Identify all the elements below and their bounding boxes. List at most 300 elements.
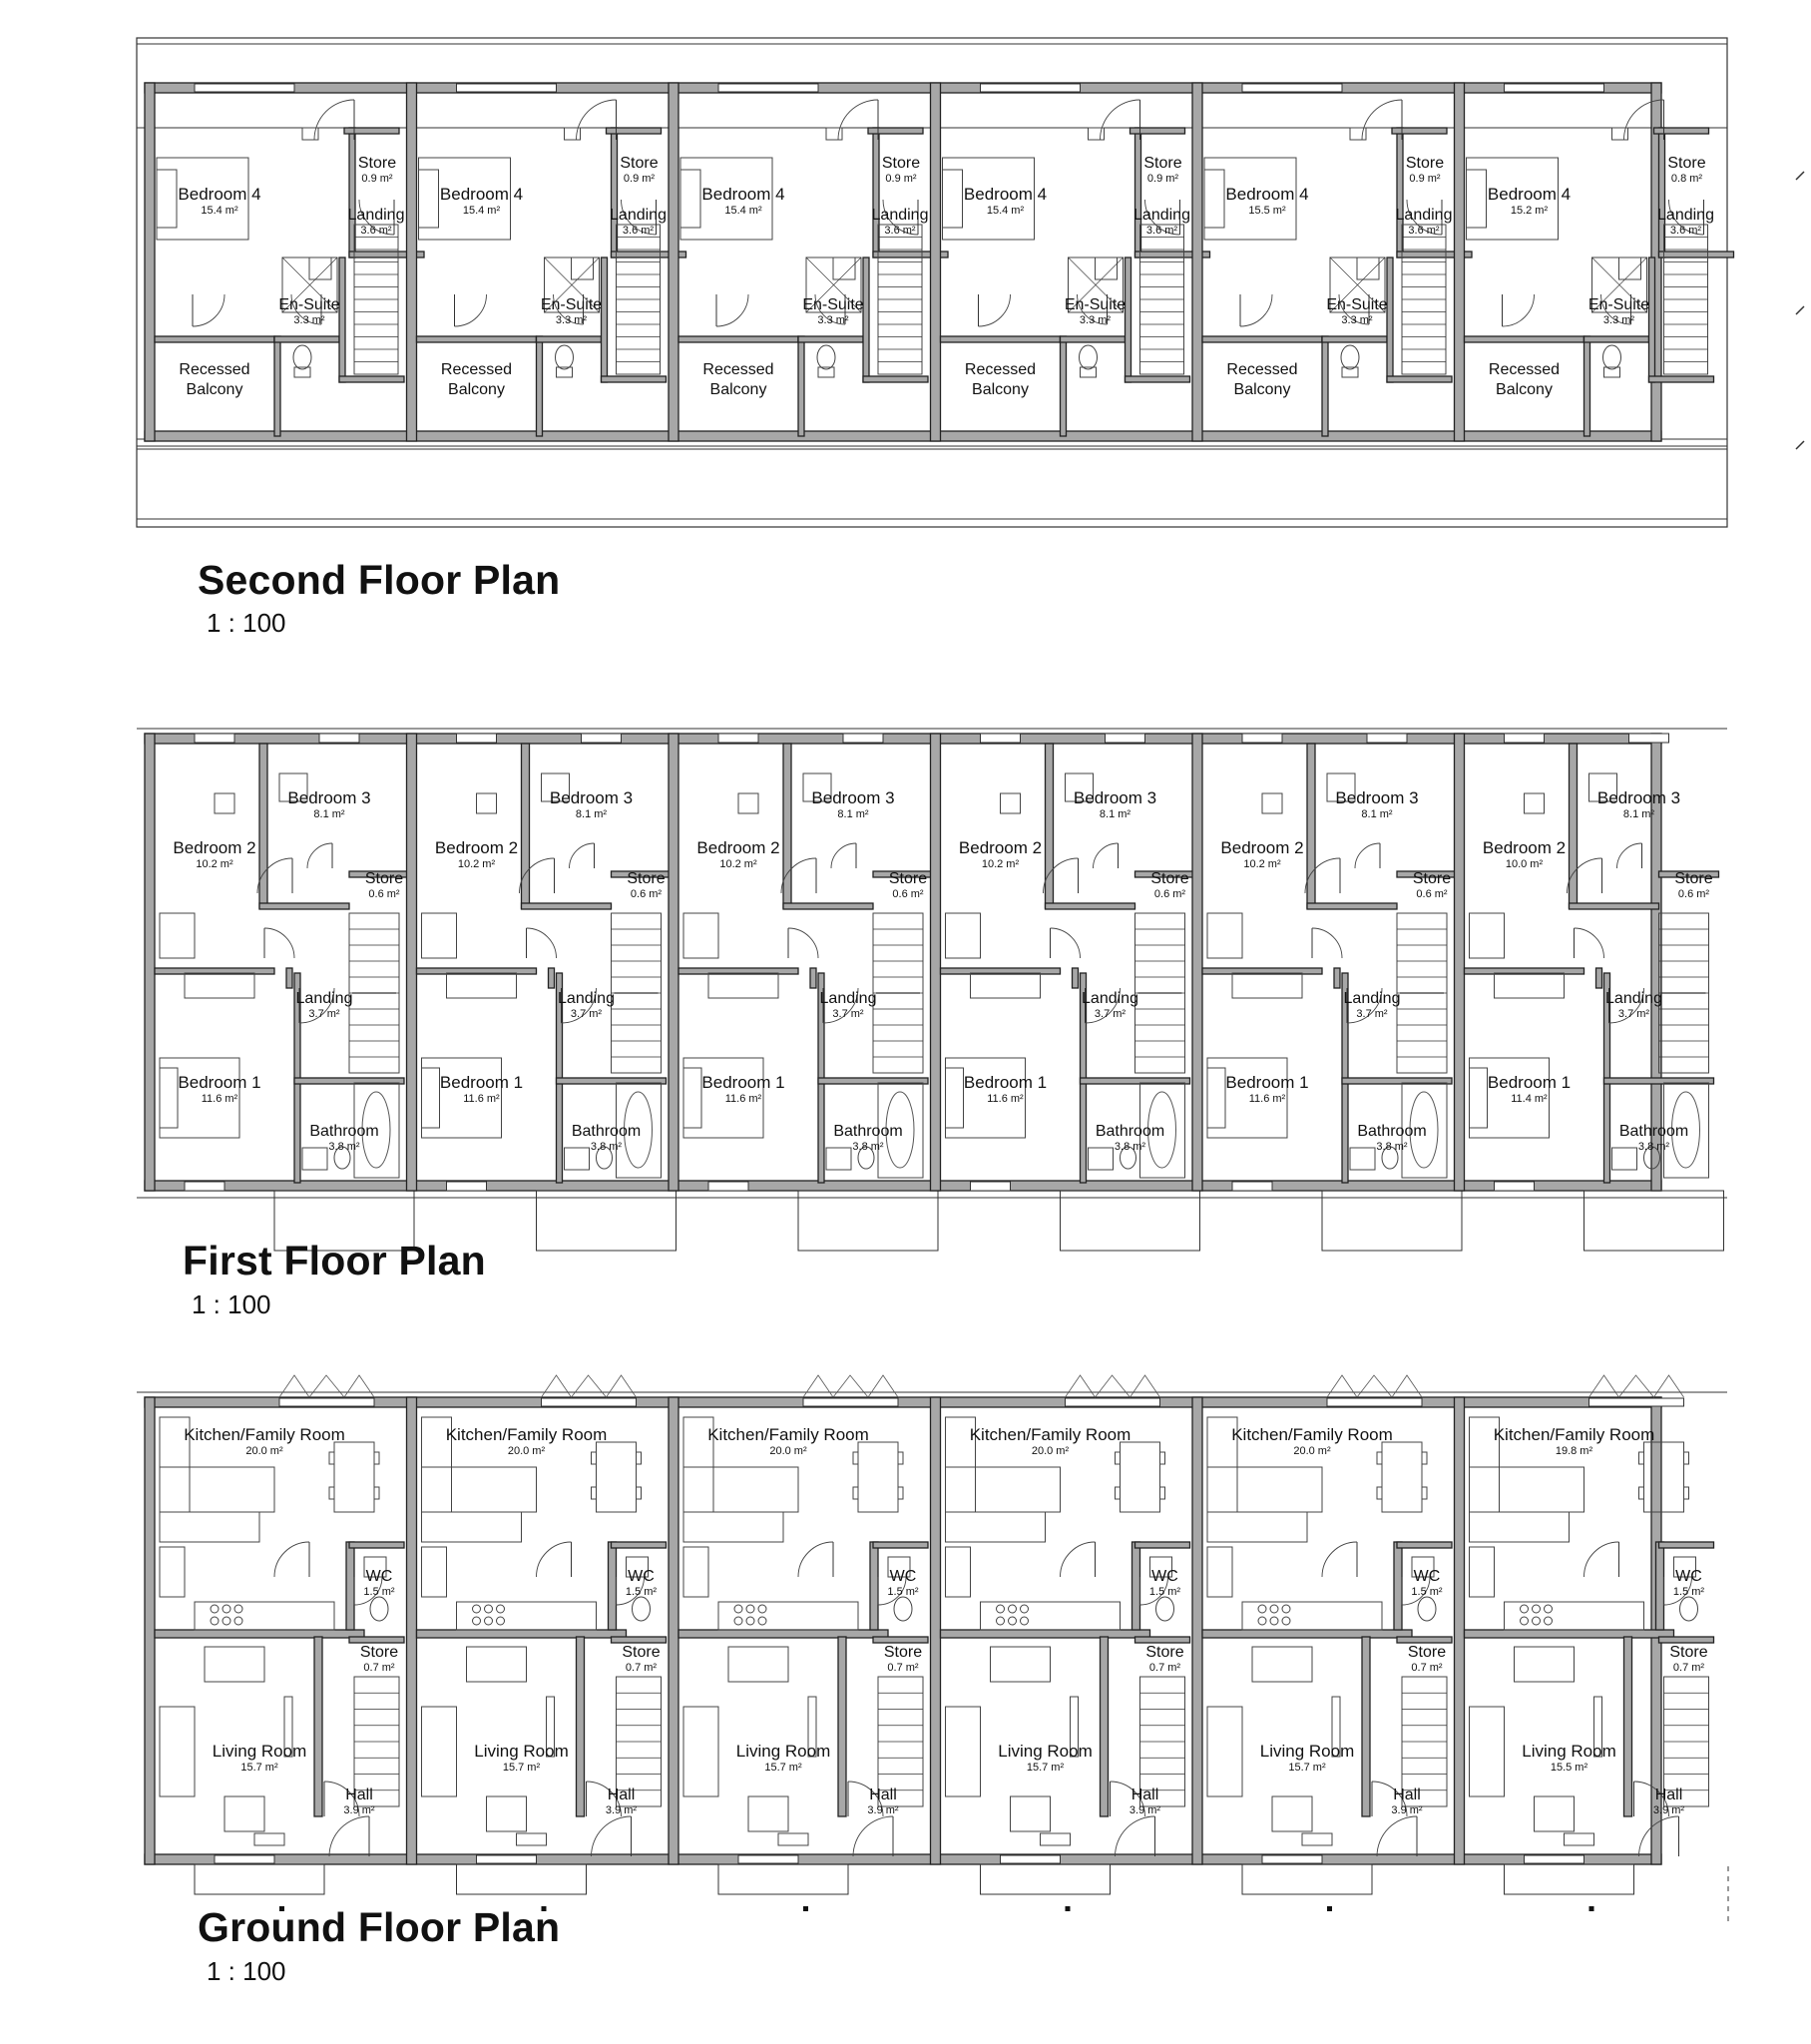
kitchen-units — [1207, 1467, 1322, 1512]
room-name-living-room: Living Room — [474, 1742, 569, 1761]
bed-pillows — [157, 170, 177, 228]
room-name-bedroom-1: Bedroom 1 — [1487, 1073, 1572, 1092]
party-wall — [1192, 83, 1202, 441]
window — [718, 84, 818, 92]
internal-wall — [783, 903, 873, 909]
room-name-store: Store — [1669, 1644, 1708, 1661]
party-wall — [1455, 83, 1465, 441]
room-name-bathroom: Bathroom — [1618, 1123, 1689, 1140]
bedside-table — [1525, 793, 1545, 813]
room-area-bedroom-4: 15.4 m² — [201, 205, 238, 217]
armchair — [205, 1647, 264, 1682]
door-swing — [1051, 928, 1081, 958]
bed-pillows — [683, 1068, 701, 1128]
door-swing — [329, 1816, 369, 1856]
room-area-store: 0.7 m² — [363, 1662, 395, 1674]
internal-wall — [339, 257, 345, 382]
room-name-recessed-balcony-line-2: Balcony — [972, 381, 1029, 398]
room-area-bedroom-3: 8.1 m² — [1622, 808, 1655, 820]
internal-wall — [1397, 1637, 1452, 1643]
room-area-store: 0.9 m² — [361, 173, 393, 185]
bay-outline — [1505, 1864, 1634, 1894]
edge-tick — [1796, 306, 1804, 314]
internal-wall — [612, 1637, 667, 1643]
second-floor-plan — [137, 38, 1804, 527]
radiator — [1302, 1833, 1332, 1845]
room-name-store: Store — [359, 1644, 399, 1661]
window — [1242, 734, 1282, 743]
internal-wall — [1392, 128, 1447, 134]
internal-wall — [612, 1542, 667, 1548]
external-wall-bottom — [145, 431, 1661, 441]
worktop — [1242, 1602, 1382, 1630]
room-area-bedroom-3: 8.1 m² — [575, 808, 608, 820]
room-area-bedroom-4: 15.4 m² — [462, 205, 501, 217]
hob-ring — [1545, 1605, 1553, 1613]
bifold-door-swing — [1327, 1375, 1422, 1397]
internal-wall — [1334, 968, 1340, 988]
internal-wall — [1046, 744, 1054, 908]
hob-ring — [758, 1605, 766, 1613]
hob-ring — [746, 1617, 754, 1625]
party-wall — [931, 83, 941, 441]
room-name-bathroom: Bathroom — [571, 1123, 642, 1140]
internal-wall — [863, 376, 928, 382]
room-name-landing: Landing — [1082, 990, 1138, 1007]
room-name-bedroom-1: Bedroom 1 — [701, 1073, 785, 1092]
internal-wall — [417, 336, 537, 342]
room-area-bathroom: 3.8 m² — [1376, 1141, 1408, 1153]
room-name-bathroom: Bathroom — [309, 1123, 379, 1140]
hob-ring — [1533, 1617, 1541, 1625]
room-name-hall: Hall — [345, 1787, 373, 1803]
marker — [1327, 1906, 1332, 1911]
toilet — [293, 345, 311, 369]
room-name-store: Store — [1405, 155, 1445, 172]
chair — [1160, 1452, 1165, 1464]
room-name-wc: WC — [365, 1568, 393, 1585]
room-name-bedroom-1: Bedroom 1 — [1225, 1073, 1309, 1092]
internal-wall — [798, 336, 804, 436]
room-area-en-suite: 3.3 m² — [817, 314, 849, 326]
radiator — [1565, 1833, 1594, 1845]
second-floor-house-6 — [1455, 83, 1734, 441]
chair — [898, 1487, 903, 1499]
room-area-landing: 3.6 m² — [622, 225, 655, 237]
internal-wall — [1046, 903, 1135, 909]
room-area-store: 0.7 m² — [1411, 1662, 1443, 1674]
hob-ring — [1282, 1605, 1290, 1613]
external-wall-left — [145, 1397, 155, 1864]
window — [1367, 734, 1407, 743]
room-area-landing: 3.7 m² — [1356, 1008, 1388, 1020]
hob-ring — [211, 1617, 219, 1625]
internal-wall — [1649, 257, 1655, 382]
room-area-bathroom: 3.8 m² — [590, 1141, 623, 1153]
room-name-kitchen-family-room: Kitchen/Family Room — [1493, 1425, 1655, 1444]
room-area-bedroom-3: 8.1 m² — [837, 808, 869, 820]
toilet — [1080, 345, 1098, 369]
ground-floor-house-2 — [407, 1375, 667, 1911]
bifold-door — [1327, 1398, 1422, 1406]
door-swing — [1094, 843, 1119, 868]
chair — [898, 1452, 903, 1464]
chair — [1639, 1452, 1644, 1464]
room-area-en-suite: 3.3 m² — [293, 314, 325, 326]
hob-ring — [485, 1617, 493, 1625]
second-floor-title: Second Floor Plan — [198, 557, 561, 603]
room-area-store: 0.9 m² — [1409, 173, 1441, 185]
party-wall — [669, 734, 679, 1191]
internal-wall — [1659, 1637, 1714, 1643]
internal-wall — [1654, 128, 1709, 134]
internal-wall — [1135, 1542, 1190, 1548]
hob-ring — [1258, 1605, 1266, 1613]
kitchen-island — [160, 1512, 259, 1542]
room-area-store: 0.9 m² — [885, 173, 917, 185]
internal-wall — [679, 336, 798, 342]
room-area-bedroom-2: 10.2 m² — [981, 858, 1020, 870]
toilet — [1418, 1597, 1436, 1621]
room-area-landing: 3.7 m² — [1094, 1008, 1127, 1020]
hob-ring — [734, 1617, 742, 1625]
room-name-bedroom-1: Bedroom 1 — [178, 1073, 261, 1092]
internal-wall — [1585, 336, 1649, 342]
internal-wall — [344, 128, 399, 134]
room-name-store: Store — [622, 1644, 661, 1661]
dining-table — [1644, 1442, 1684, 1512]
internal-wall — [838, 1637, 846, 1816]
internal-wall — [1570, 744, 1578, 908]
chair — [374, 1452, 379, 1464]
toilet — [1680, 1597, 1698, 1621]
room-area-hall: 3.9 m² — [605, 1804, 638, 1816]
internal-wall — [1131, 128, 1185, 134]
room-area-bedroom-3: 8.1 m² — [1099, 808, 1132, 820]
worktop — [195, 1602, 334, 1630]
internal-wall — [1202, 336, 1322, 342]
door-swing — [1312, 928, 1342, 958]
room-area-bedroom-4: 15.2 m² — [1510, 205, 1549, 217]
room-area-bedroom-1: 11.6 m² — [463, 1093, 500, 1105]
kitchen-island — [1207, 1512, 1307, 1542]
room-name-hall: Hall — [1654, 1787, 1683, 1803]
internal-wall — [1465, 336, 1585, 342]
armchair — [728, 1647, 788, 1682]
bed-bedroom-2 — [946, 913, 981, 958]
internal-wall — [1624, 1637, 1632, 1816]
room-name-store: Store — [620, 155, 659, 172]
hob-ring — [223, 1605, 230, 1613]
internal-wall — [155, 336, 274, 342]
hob-ring — [234, 1617, 242, 1625]
window — [718, 734, 758, 743]
wardrobe — [447, 973, 517, 998]
room-name-bedroom-4: Bedroom 4 — [1225, 185, 1309, 204]
door-swing — [592, 1816, 632, 1856]
room-name-bedroom-4: Bedroom 4 — [1487, 185, 1572, 204]
window — [1629, 734, 1669, 743]
chair — [637, 1487, 642, 1499]
internal-wall — [873, 1542, 928, 1548]
sofa — [422, 1707, 457, 1796]
room-area-bedroom-2: 10.2 m² — [719, 858, 757, 870]
hob-ring — [1009, 1605, 1017, 1613]
hob-ring — [1282, 1617, 1290, 1625]
sink — [683, 1547, 708, 1597]
bifold-door — [279, 1398, 374, 1406]
room-name-recessed-balcony-line-2: Balcony — [186, 381, 243, 398]
room-area-bedroom-1: 11.4 m² — [1511, 1093, 1548, 1105]
party-wall — [931, 1397, 941, 1864]
toilet — [894, 1597, 912, 1621]
basin — [565, 1148, 590, 1170]
room-area-landing: 3.6 m² — [1145, 225, 1178, 237]
dining-table — [858, 1442, 898, 1512]
armchair — [1272, 1796, 1312, 1831]
internal-wall — [1202, 1630, 1412, 1638]
window — [843, 734, 883, 743]
hob-ring — [758, 1617, 766, 1625]
bay-outline — [981, 1864, 1111, 1894]
party-wall — [407, 1397, 417, 1864]
room-area-store: 0.6 m² — [1416, 888, 1448, 900]
window — [981, 734, 1021, 743]
room-area-bedroom-3: 8.1 m² — [1361, 808, 1393, 820]
bay-outline — [1322, 1191, 1462, 1251]
room-area-living-room: 15.7 m² — [502, 1762, 541, 1774]
door-swing — [1377, 1816, 1417, 1856]
sink — [1207, 1547, 1232, 1597]
armchair — [1252, 1647, 1312, 1682]
window — [1505, 734, 1545, 743]
chair — [329, 1452, 334, 1464]
bed-pillows — [946, 1068, 964, 1128]
internal-wall — [863, 257, 869, 382]
wardrobe — [1619, 257, 1641, 279]
room-name-bathroom: Bathroom — [1357, 1123, 1427, 1140]
chair — [1422, 1487, 1427, 1499]
hob-ring — [1521, 1605, 1529, 1613]
internal-wall — [349, 1542, 404, 1548]
room-name-hall: Hall — [1131, 1787, 1159, 1803]
room-name-kitchen-family-room: Kitchen/Family Room — [1231, 1425, 1393, 1444]
room-name-bedroom-4: Bedroom 4 — [963, 185, 1048, 204]
room-name-bedroom-2: Bedroom 2 — [958, 838, 1043, 857]
toilet — [1156, 1597, 1174, 1621]
door-swing — [1355, 843, 1380, 868]
second-floor-house-5 — [1192, 83, 1472, 441]
internal-wall — [155, 1630, 364, 1638]
second-floor-house-4 — [931, 83, 1210, 441]
window — [1262, 1855, 1322, 1863]
bedside-table — [477, 793, 497, 813]
internal-wall — [1394, 1542, 1402, 1630]
external-wall-top — [145, 734, 1661, 744]
room-name-en-suite: En-Suite — [540, 296, 603, 313]
party-wall — [407, 83, 417, 441]
internal-wall — [1135, 1637, 1190, 1643]
room-area-living-room: 15.7 m² — [1026, 1762, 1065, 1774]
armchair — [225, 1796, 264, 1831]
dining-table — [597, 1442, 637, 1512]
party-wall — [931, 734, 941, 1191]
internal-wall — [417, 1630, 627, 1638]
hob-ring — [1270, 1617, 1278, 1625]
room-name-living-room: Living Room — [735, 1742, 831, 1761]
window — [1106, 734, 1145, 743]
internal-wall — [1362, 1637, 1370, 1816]
bedside-table — [1262, 793, 1282, 813]
radiator — [254, 1833, 284, 1845]
sofa — [160, 1707, 195, 1796]
internal-wall — [602, 376, 667, 382]
door-swing — [979, 294, 1011, 326]
external-wall-left — [145, 734, 155, 1191]
room-area-bathroom: 3.8 m² — [1637, 1141, 1670, 1153]
room-area-living-room: 15.7 m² — [764, 1762, 802, 1774]
room-area-bedroom-1: 11.6 m² — [1248, 1093, 1286, 1105]
room-area-landing: 3.6 m² — [360, 225, 392, 237]
door-swing — [1116, 1816, 1155, 1856]
internal-wall — [1126, 257, 1132, 382]
door-swing — [853, 1816, 893, 1856]
hob-ring — [485, 1605, 493, 1613]
room-name-store: Store — [1143, 155, 1182, 172]
first-floor-title: First Floor Plan — [183, 1238, 486, 1283]
first-floor-house-1 — [155, 734, 414, 1251]
room-area-bedroom-1: 11.6 m² — [201, 1093, 238, 1105]
room-area-wc: 1.5 m² — [1672, 1586, 1705, 1598]
party-wall — [1192, 734, 1202, 1191]
bay-outline — [1585, 1191, 1724, 1251]
dining-table — [1382, 1442, 1422, 1512]
ground-floor-house-1 — [155, 1375, 404, 1911]
armchair — [1011, 1796, 1051, 1831]
room-name-en-suite: En-Suite — [802, 296, 864, 313]
room-name-wc: WC — [1675, 1568, 1702, 1585]
bifold-door-swing — [803, 1375, 898, 1397]
room-name-kitchen-family-room: Kitchen/Family Room — [707, 1425, 869, 1444]
room-area-store: 0.9 m² — [1146, 173, 1179, 185]
room-area-store: 0.6 m² — [892, 888, 924, 900]
dining-table — [334, 1442, 374, 1512]
internal-wall — [1387, 257, 1393, 382]
room-area-bathroom: 3.8 m² — [1114, 1141, 1146, 1153]
room-name-store: Store — [627, 870, 666, 887]
window — [477, 1855, 537, 1863]
room-area-kitchen-family-room: 20.0 m² — [245, 1445, 283, 1457]
room-name-en-suite: En-Suite — [1326, 296, 1388, 313]
bifold-door — [542, 1398, 637, 1406]
sink — [946, 1547, 971, 1597]
room-name-store: Store — [888, 870, 928, 887]
internal-wall — [1659, 252, 1734, 257]
party-wall — [669, 1397, 679, 1864]
internal-wall — [1061, 336, 1067, 436]
internal-wall — [1465, 1630, 1674, 1638]
room-area-bathroom: 3.8 m² — [328, 1141, 360, 1153]
kitchen-units — [683, 1467, 798, 1512]
internal-wall — [1132, 1542, 1140, 1630]
door-swing — [193, 294, 225, 326]
window — [185, 1182, 225, 1191]
internal-wall — [609, 1542, 617, 1630]
room-area-living-room: 15.7 m² — [240, 1762, 278, 1774]
hob-ring — [1545, 1617, 1553, 1625]
room-name-store: Store — [364, 870, 404, 887]
hob-ring — [1521, 1617, 1529, 1625]
basin — [1612, 1148, 1637, 1170]
wardrobe — [1495, 973, 1565, 998]
window — [195, 734, 234, 743]
room-name-bedroom-3: Bedroom 3 — [287, 788, 371, 807]
chair — [1639, 1487, 1644, 1499]
chair — [374, 1487, 379, 1499]
room-name-store: Store — [1674, 870, 1713, 887]
window — [1232, 1182, 1272, 1191]
hob-ring — [1021, 1605, 1029, 1613]
room-name-wc: WC — [628, 1568, 655, 1585]
hob-ring — [497, 1617, 505, 1625]
chair — [853, 1487, 858, 1499]
room-name-bedroom-4: Bedroom 4 — [178, 185, 261, 204]
first-floor-house-6 — [1455, 734, 1724, 1251]
internal-wall — [1073, 968, 1079, 988]
hob-ring — [497, 1605, 505, 1613]
kitchen-island — [683, 1512, 783, 1542]
room-area-en-suite: 3.3 m² — [1341, 314, 1373, 326]
chair — [853, 1452, 858, 1464]
second-floor-house-1 — [155, 84, 424, 436]
window — [195, 84, 294, 92]
hob-ring — [997, 1617, 1005, 1625]
wardrobe — [971, 973, 1041, 998]
room-area-wc: 1.5 m² — [363, 1586, 395, 1598]
internal-wall — [1307, 903, 1397, 909]
room-area-bedroom-4: 15.4 m² — [986, 205, 1025, 217]
room-area-store: 0.9 m² — [623, 173, 656, 185]
room-name-recessed-balcony-line-1: Recessed — [964, 361, 1037, 378]
window — [319, 734, 359, 743]
room-area-kitchen-family-room: 20.0 m² — [1293, 1445, 1331, 1457]
room-name-bedroom-3: Bedroom 3 — [1596, 788, 1681, 807]
door-swing — [274, 1542, 309, 1577]
first-floor-house-2 — [407, 734, 677, 1251]
door-swing — [1503, 294, 1535, 326]
room-area-bedroom-1: 11.6 m² — [987, 1093, 1024, 1105]
wardrobe — [185, 973, 254, 998]
room-area-landing: 3.7 m² — [570, 1008, 603, 1020]
room-name-bedroom-3: Bedroom 3 — [549, 788, 634, 807]
door-swing — [455, 294, 487, 326]
room-name-store: Store — [1667, 155, 1706, 172]
internal-wall — [1126, 376, 1190, 382]
window — [457, 84, 557, 92]
dining-table — [1121, 1442, 1160, 1512]
room-name-recessed-balcony-line-1: Recessed — [702, 361, 774, 378]
internal-wall — [1322, 336, 1387, 342]
room-name-bedroom-2: Bedroom 2 — [434, 838, 519, 857]
internal-wall — [522, 903, 612, 909]
door-swing — [1322, 1542, 1357, 1577]
wardrobe — [572, 257, 594, 279]
kitchen-island — [1470, 1512, 1570, 1542]
radiator — [1041, 1833, 1071, 1845]
internal-wall — [286, 968, 292, 988]
door-swing — [1585, 1542, 1619, 1577]
window — [1525, 1855, 1585, 1863]
